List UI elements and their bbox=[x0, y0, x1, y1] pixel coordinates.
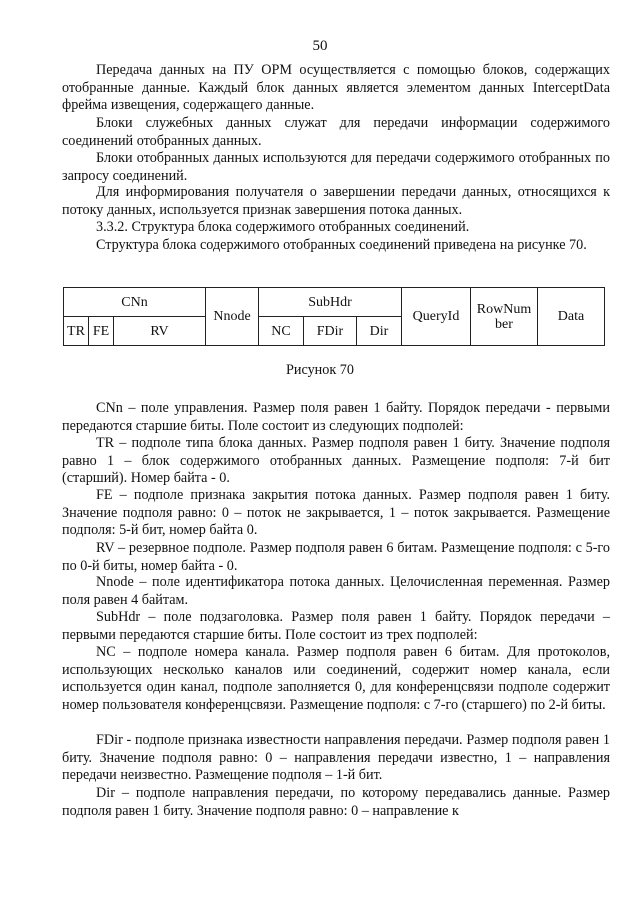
intro-paragraph-5: Структура блока содержимого отобранных соединений приведена на рисунке 70. bbox=[96, 237, 587, 253]
cell-nc: NC bbox=[259, 317, 304, 346]
cell-rownumber bbox=[471, 288, 538, 346]
cell-rv: RV bbox=[114, 317, 206, 346]
intro-paragraph-3: Блоки отобранных данных используются для передачи содержимого отобранных по запросу соединений. bbox=[62, 150, 610, 184]
cell-fe: FE bbox=[89, 317, 114, 346]
cell-queryid: QueryId bbox=[402, 288, 471, 346]
paragraph-tr: TR – подполе типа блока данных. Размер подполя равен 1 биту. Значение подполя равно 1 – блок содержимого отобранных данных. Размещение подполя: 7-й бит (старший). Номер байта - 0. bbox=[62, 435, 610, 487]
intro-paragraph-4: Для информирования получателя о завершении передачи данных, относящихся к потоку данных, используется признак завершения потока данных. bbox=[62, 184, 610, 218]
paragraph-subhdr: SubHdr – поле подзаголовка. Размер поля равен 1 байту. Порядок передачи – первыми передаются старшие биты. Поле состоит из трех подполей: bbox=[62, 609, 610, 643]
cell-subhdr: SubHdr bbox=[259, 288, 402, 317]
page-number: 50 bbox=[312, 38, 328, 54]
figure-caption: Рисунок 70 bbox=[285, 362, 354, 378]
section-heading: 3.3.2. Структура блока содержимого отобранных соединений. bbox=[96, 219, 470, 235]
cell-dir: Dir bbox=[357, 317, 402, 346]
paragraph-cnn: CNn – поле управления. Размер поля равен 1 байту. Порядок передачи - первыми передаются старшие биты. Поле состоит из следующих подполей: bbox=[62, 400, 610, 434]
paragraph-rv: RV – резервное подполе. Размер подполя равен 6 битам. Размещение подполя: с 5-го по 0-й биты, номер байта - 0. bbox=[62, 540, 610, 574]
paragraph-nc: NC – подполе номера канала. Размер подполя равен 6 битам. Для протоколов, использующих несколько каналов или соединений, содержит номер канала, если используется один канал, подполе заполняется 0, для конференцсвязи подполе содержит номер пользователя конференцсвязи. Размещение подполя: с 7-го (старшего) по 2-й биты. bbox=[62, 644, 610, 713]
cell-tr: TR bbox=[64, 317, 89, 346]
cell-cnn: CNn bbox=[64, 288, 206, 317]
cell-fdir: FDir bbox=[304, 317, 357, 346]
rownumber-line-1: RowNum bbox=[476, 301, 532, 317]
rownumber-line-2: ber bbox=[495, 316, 513, 332]
intro-paragraph-2: Блоки служебных данных служат для передачи информации содержимого соединений отобранных данных. bbox=[62, 115, 610, 149]
paragraph-fdir: FDir - подполе признака известности направления передачи. Размер подполя равен 1 биту. Значение подполя равно: 0 – направления передачи известно, 1 – направления передачи неизвестно. Размещение подполя – 1-й бит. bbox=[62, 732, 610, 784]
paragraph-fe: FE – подполе признака закрытия потока данных. Размер подполя равен 1 биту. Значение подполя равно: 0 – поток не закрывается, 1 – поток закрывается. Размещение подполя: 5-й бит, номер байта 0. bbox=[62, 487, 610, 539]
cell-nnode: Nnode bbox=[206, 288, 259, 346]
paragraph-nnode: Nnode – поле идентификатора потока данных. Целочисленная переменная. Размер поля равен 4 байтам. bbox=[62, 574, 610, 608]
paragraph-dir: Dir – подполе направления передачи, по которому передавались данные. Размер подполя равен 1 биту. Значение подполя равно: 0 – направление к bbox=[62, 785, 610, 819]
cell-data: Data bbox=[538, 288, 605, 346]
intro-paragraph-1: Передача данных на ПУ ОРМ осуществляется с помощью блоков, содержащих отобранные данные. Каждый блок данных является элементом данных InterceptData фрейма извещения, содержащего данные. bbox=[62, 62, 610, 114]
block-structure-table bbox=[63, 287, 605, 346]
